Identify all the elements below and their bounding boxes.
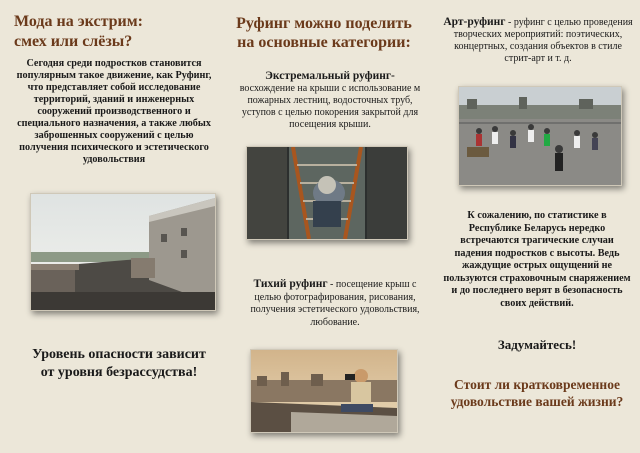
rooftop-photo-4-image xyxy=(459,87,621,185)
rooftop-photo-3 xyxy=(250,349,398,433)
quiet-roofing-title: Тихий руфинг xyxy=(253,278,328,290)
rooftop-photo-4 xyxy=(458,86,622,186)
art-roofing-text: - руфинг с целью проведения творческих мероприятий: поэтических, концертных, создания объектов в стиле стрит-арт и т. д. xyxy=(453,17,633,64)
col2-title: Руфинг можно поделить на основные категории: xyxy=(236,15,412,51)
art-roofing-block xyxy=(442,16,634,65)
question-text: Стоит ли кратковременное удовольствие вашей жизни? xyxy=(450,377,624,409)
think-text: Задумайтесь! xyxy=(497,337,577,352)
extreme-roofing-title: Экстремальный руфинг- xyxy=(265,70,395,82)
quiet-roofing-block xyxy=(244,278,426,329)
col1-danger-text: Уровень опасности зависит от уровня безрассудства! xyxy=(32,347,206,380)
art-roofing-title: Арт-руфинг xyxy=(443,16,506,28)
rooftop-photo-2 xyxy=(246,146,408,240)
col1-intro-text: Сегодня среди подростков становится популярным такое движение, как Руфинг, что представляет собой исследование территорий, зданий и инженерных сооружений производственного и специального назначения, а также любых заброшенных сооружений с целью получения психического и эстетического удовольствия xyxy=(16,58,212,165)
rooftop-photo-2-image xyxy=(247,147,407,239)
col1-title: Мода на экстрим: смех или слёзы? xyxy=(14,13,143,50)
stats-text: К сожалению, по статистике в Республике Беларусь нередко встречаются трагические случаи падения подростков с высоты. Ведь жаждущие острых ощущений не пользуются страховочным снаряжением и до последнего верят в безопасность своих действий. xyxy=(443,210,631,309)
rooftop-photo-1 xyxy=(30,193,216,311)
quiet-roofing-text: - посещение крыш с целью фотографирования, рисования, получения эстетического удовольствия, любование. xyxy=(250,279,420,328)
extreme-roofing-text: восхождение на крыши с использование м пожарных лестниц, водосточных труб, уступов с целью покорения закрытой для посещения крыши. xyxy=(239,83,421,130)
rooftop-photo-3-image xyxy=(251,350,397,432)
rooftop-photo-1-image xyxy=(31,194,215,310)
extreme-roofing-block xyxy=(232,70,428,131)
